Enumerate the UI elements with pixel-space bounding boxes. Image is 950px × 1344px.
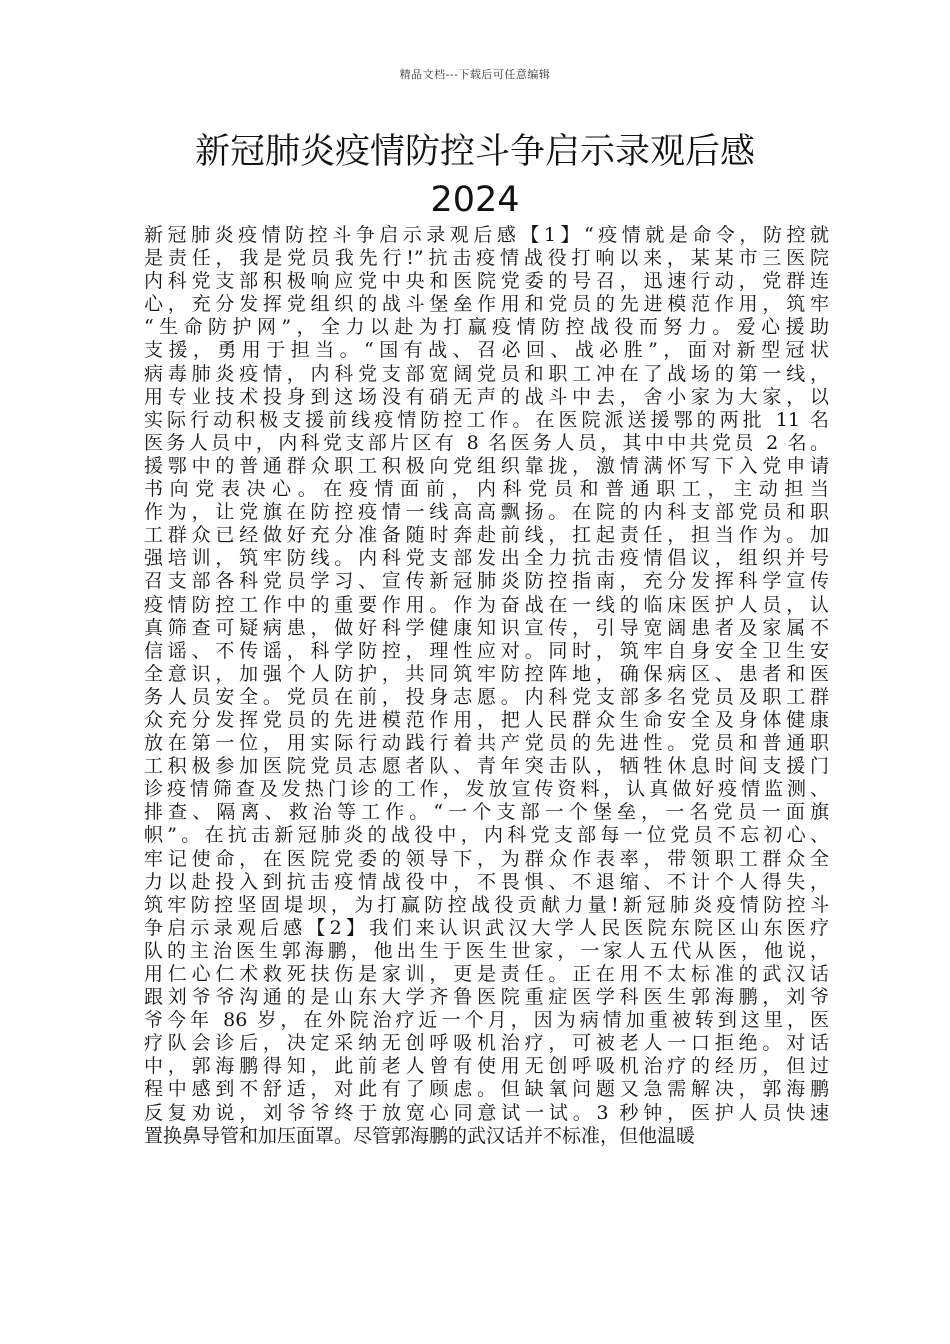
header-note: 精品文档---下载后可任意编辑 bbox=[399, 68, 551, 81]
body-line: 工积极参加医院党员志愿者队、青年突击队，牺牲休息时间支援门 bbox=[144, 755, 829, 778]
title-line-2: 2024 bbox=[430, 180, 520, 220]
body-line: 务人员安全。党员在前，投身志愿。内科党支部多名党员及职工群 bbox=[144, 685, 829, 708]
body-line: 书向党表决心。在疫情面前，内科党员和普通职工，主动担当 bbox=[144, 478, 829, 501]
body-line: 实际行动积极支援前线疫情防控工作。在医院派送援鄂的两批 11 名 bbox=[144, 408, 829, 431]
body-line: 新冠肺炎疫情防控斗争启示录观后感【1】“疫情就是命令，防控就 bbox=[144, 224, 829, 246]
body-line: 全意识，加强个人防护，共同筑牢防控阵地，确保病区、患者和医 bbox=[144, 662, 829, 685]
body-line: 力以赴投入到抗击疫情战役中，不畏惧、不退缩、不计个人得失， bbox=[144, 870, 829, 893]
body-line: 召支部各科党员学习、宣传新冠肺炎防控指南，充分发挥科学宣传 bbox=[144, 570, 829, 593]
body-line: 反复劝说，刘爷爷终于放宽心同意试一试。3 秒钟，医护人员快速 bbox=[144, 1101, 829, 1124]
body-line: 作为，让党旗在防控疫情一线高高飘扬。在院的内科支部党员和职 bbox=[144, 501, 829, 524]
body-paragraph bbox=[144, 224, 829, 1148]
body-line: 牢记使命，在医院党委的领导下，为群众作表率，带领职工群众全 bbox=[144, 847, 829, 870]
body-line: 内科党支部积极响应党中央和医院党委的号召，迅速行动，党群连 bbox=[144, 270, 829, 293]
page-title bbox=[90, 128, 860, 224]
body-line: 支援，勇用于担当。“国有战、召必回、战必胜”，面对新型冠状 bbox=[144, 339, 829, 362]
body-line: 筑牢防控坚固堤坝，为打赢防控战役贡献力量!新冠肺炎疫情防控斗 bbox=[144, 893, 829, 916]
body-line: 争启示录观后感【2】我们来认识武汉大学人民医院东院区山东医疗 bbox=[144, 916, 829, 939]
body-line: “生命防护网”，全力以赴为打赢疫情防控战役而努力。爱心援助 bbox=[144, 316, 829, 339]
body-line: 跟刘爷爷沟通的是山东大学齐鲁医院重症医学科医生郭海鹏，刘爷 bbox=[144, 986, 829, 1009]
body-line: 疗队会诊后，决定采纳无创呼吸机治疗，可被老人一口拒绝。对话 bbox=[144, 1032, 829, 1055]
body-line: 援鄂中的普通群众职工积极向党组织靠拢，激情满怀写下入党申请 bbox=[144, 454, 829, 477]
body-line: 是责任，我是党员我先行!”抗击疫情战役打响以来，某某市三医院 bbox=[144, 247, 829, 270]
body-line: 诊疫情筛查及发热门诊的工作，发放宣传资料，认真做好疫情监测、 bbox=[144, 778, 829, 801]
body-line: 众充分发挥党员的先进模范作用，把人民群众生命安全及身体健康 bbox=[144, 708, 829, 731]
body-line: 信谣、不传谣，科学防控，理性应对。同时，筑牢自身安全卫生安 bbox=[144, 639, 829, 662]
body-line: 用仁心仁术救死扶伤是家训，更是责任。正在用不太标准的武汉话 bbox=[144, 963, 829, 985]
body-line: 爷今年 86 岁，在外院治疗近一个月，因为病情加重被转到这里，医 bbox=[144, 1009, 829, 1032]
body-line: 队的主治医生郭海鹏，他出生于医生世家，一家人五代从医，他说， bbox=[144, 939, 829, 962]
body-line: 病毒肺炎疫情，内科党支部宽阔党员和职工冲在了战场的第一线， bbox=[144, 362, 829, 385]
body-line: 放在第一位，用实际行动践行着共产党员的先进性。党员和普通职 bbox=[144, 732, 829, 755]
body-line: 真筛查可疑病患，做好科学健康知识宣传，引导宽阔患者及家属不 bbox=[144, 616, 829, 639]
body-line: 用专业技术投身到这场没有硝无声的战斗中去，舍小家为大家，以 bbox=[144, 385, 829, 408]
body-line: 排查、隔离、救治等工作。“一个支部一个堡垒，一名党员一面旗 bbox=[144, 801, 829, 824]
body-line: 医务人员中，内科党支部片区有 8 名医务人员，其中中共党员 2 名。 bbox=[144, 431, 829, 454]
body-line: 疫情防控工作中的重要作用。作为奋战在一线的临床医护人员，认 bbox=[144, 593, 829, 616]
body-line: 中，郭海鹏得知，此前老人曾有使用无创呼吸机治疗的经历，但过 bbox=[144, 1055, 829, 1078]
body-line: 程中感到不舒适，对此有了顾虑。但缺氧问题又急需解决，郭海鹏 bbox=[144, 1078, 829, 1101]
body-line: 强培训，筑牢防线。内科党支部发出全力抗击疫情倡议，组织并号 bbox=[144, 547, 829, 570]
body-line: 帜”。在抗击新冠肺炎的战役中，内科党支部每一位党员不忘初心、 bbox=[144, 824, 829, 847]
body-line: 置换鼻导管和加压面罩。尽管郭海鹏的武汉话并不标准，但他温暖 bbox=[144, 1124, 696, 1147]
body-line: 心，充分发挥党组织的战斗堡垒作用和党员的先进模范作用，筑牢 bbox=[144, 293, 829, 316]
body-line: 工群众已经做好充分准备随时奔赴前线，扛起责任，担当作为。加 bbox=[144, 524, 829, 547]
title-line-1: 新冠肺炎疫情防控斗争启示录观后感 bbox=[194, 132, 755, 172]
